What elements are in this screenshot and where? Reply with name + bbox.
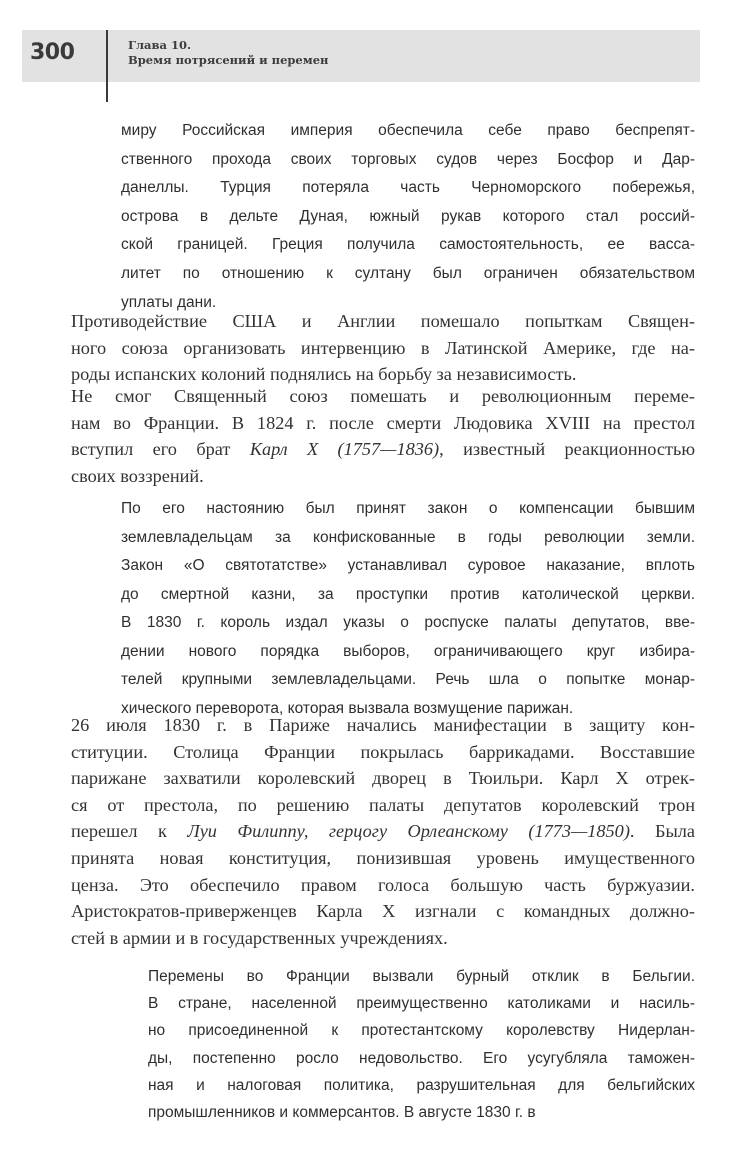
text-line: ды, постепенно росло недовольство. Его усугубляла таможен- xyxy=(148,1049,695,1067)
text-line: роды испанских колоний поднялись на борьбу за независимость. xyxy=(71,364,577,384)
text-line: ная и налоговая политика, разрушительная для бельгийских xyxy=(148,1076,695,1094)
text-line: В стране, населенной преимущественно католиками и насиль- xyxy=(148,995,695,1013)
text-line: Не смог Священный союз помешать и революционным переме- xyxy=(71,386,695,406)
text-line: данеллы. Турция потеряла часть Черноморского побережья, xyxy=(121,179,695,197)
text-line: ституции. Столица Франции покрылась баррикадами. Восставшие xyxy=(71,741,695,762)
text-line: промышленников и коммерсантов. В августе 1830 г. в xyxy=(148,1104,536,1122)
header-divider xyxy=(106,30,108,102)
indented-paragraph xyxy=(121,495,695,723)
italic-name: Карл X (1757—1836) xyxy=(249,439,440,460)
running-header-band xyxy=(22,30,700,82)
text-line: землевладельцам за конфискованные в годы революции земли. xyxy=(121,528,695,546)
text-line: перешел к Луи Филиппу, герцогу Орлеанскому (1773—1850). Была xyxy=(71,821,695,842)
italic-name: Луи Филиппу, герцогу Орлеанскому (1773—1850) xyxy=(187,821,630,842)
indented-paragraph xyxy=(148,963,695,1126)
text-line: дении нового порядка выборов, ограничивающего круг избира- xyxy=(121,642,695,660)
text-line: Перемены во Франции вызвали бурный отклик в Бельгии. xyxy=(148,968,695,985)
body-paragraph xyxy=(71,712,695,951)
text-line: хического переворота, которая вызвала возмущение парижан. xyxy=(121,699,574,717)
text-line: стей в армии и в государственных учреждениях. xyxy=(71,927,448,948)
text-line: своих воззрений. xyxy=(71,466,204,487)
text-line: Противодействие США и Англии помешало попыткам Священ- xyxy=(71,311,695,331)
text-line: литет по отношению к султану был ограничен обязательством xyxy=(121,264,695,282)
text-line: уплаты дани. xyxy=(121,293,217,311)
chapter-label: Глава 10. xyxy=(128,38,191,52)
text-line: Аристократов-приверженцев Карла X изгнали с командных должно- xyxy=(71,901,695,922)
text-line: но присоединенной к протестантскому королевству Нидерлан- xyxy=(148,1022,695,1040)
text-line: вступил его брат Карл X (1757—1836), известный реакционностью xyxy=(71,439,695,460)
text-line: ской границей. Греция получила самостоятельность, ее васса- xyxy=(121,236,695,254)
text-line: парижане захватили королевский дворец в Тюильри. Карл X отрек- xyxy=(71,768,695,789)
page-number: 300 xyxy=(30,40,75,65)
text-line: Закон «О святотатстве» устанавливал суровое наказание, вплоть xyxy=(121,557,695,574)
text-line: телей крупными землевладельцами. Речь шла о попытке монар- xyxy=(121,671,695,688)
chapter-title: Время потрясений и перемен xyxy=(128,53,329,67)
text-line: В 1830 г. король издал указы о роспуске палаты депутатов, вве- xyxy=(121,614,695,631)
body-paragraph xyxy=(71,308,695,388)
text-line: до смертной казни, за проступки против католической церкви. xyxy=(121,585,695,603)
text-line: ственного прохода своих торговых судов через Босфор и Дар- xyxy=(121,150,695,168)
text-line: принята новая конституция, понизившая уровень имущественного xyxy=(71,847,695,868)
text-line: ценза. Это обеспечило правом голоса большую часть буржуазии. xyxy=(71,874,695,895)
text-line: 26 июля 1830 г. в Париже начались манифестации в защиту кон- xyxy=(71,715,695,735)
indented-paragraph xyxy=(121,117,695,317)
text-line: По его настоянию был принят закон о компенсации бывшим xyxy=(121,500,695,517)
text-line: нам во Франции. В 1824 г. после смерти Людовика XVIII на престол xyxy=(71,412,695,433)
text-line: ного союза организовать интервенцию в Латинской Америке, где на- xyxy=(71,337,695,358)
text-line: острова в дельте Дуная, южный рукав которого стал россий- xyxy=(121,207,695,225)
text-line: миру Российская империя обеспечила себе право беспрепят- xyxy=(121,122,695,139)
text-line: ся от престола, по решению палаты депутатов королевский трон xyxy=(71,794,695,815)
body-paragraph xyxy=(71,383,695,490)
running-head xyxy=(128,38,328,68)
